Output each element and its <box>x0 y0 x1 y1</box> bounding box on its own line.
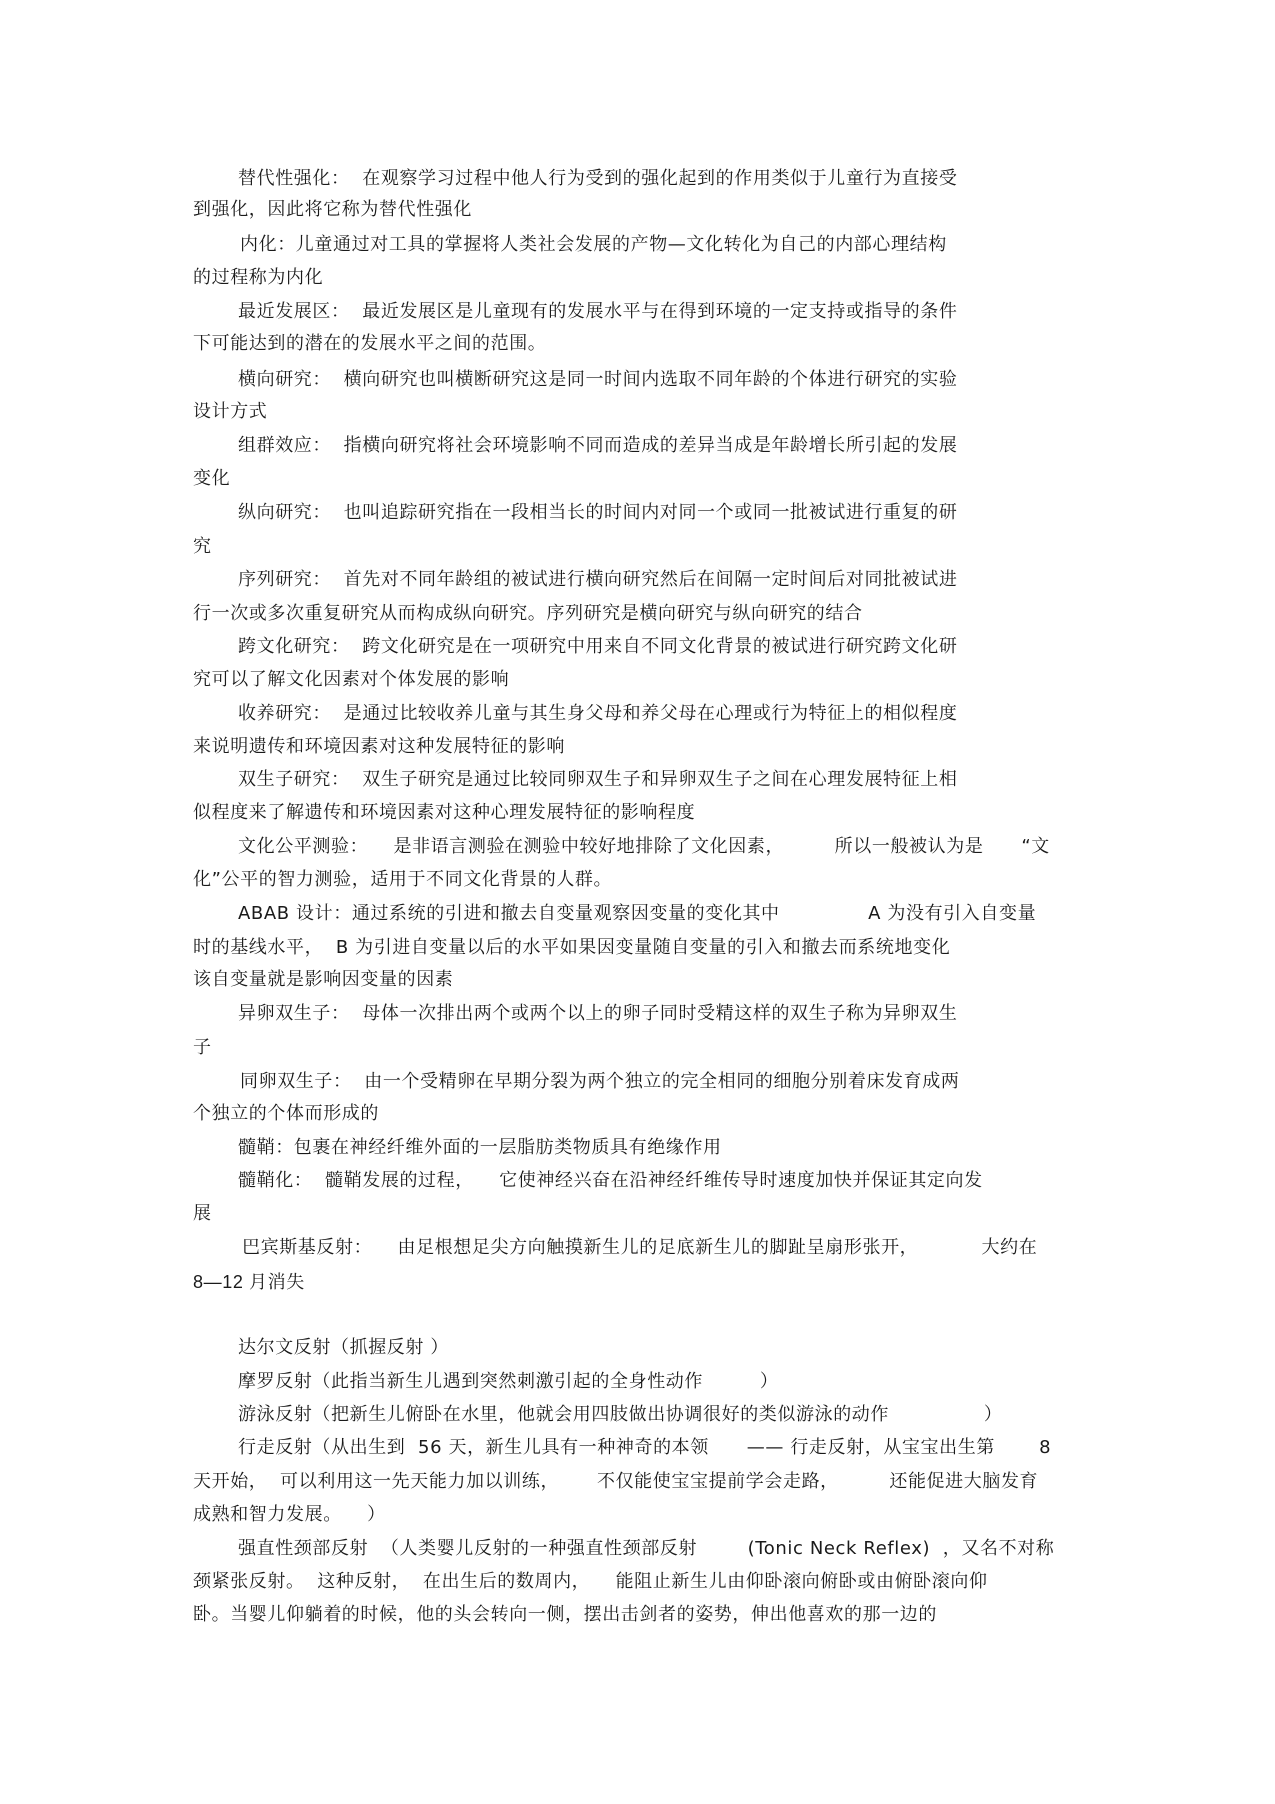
text-line: 似程度来了解遗传和环境因素对这种心理发展特征的影响程度 <box>193 802 696 823</box>
text-line: 究可以了解文化因素对个体发展的影响 <box>193 669 510 690</box>
text-line: 子 <box>193 1037 212 1058</box>
text-line: 游泳反射（把新生儿俯卧在水里，他就会用四肢做出协调很好的类似游泳的动作 ） <box>238 1404 1003 1425</box>
text-line: 强直性颈部反射 （人类婴儿反射的一种强直性颈部反射 (Tonic Neck Reflex) ，又名不对称 <box>238 1538 1055 1559</box>
text-line: 设计方式 <box>193 401 268 422</box>
text-line: 同卵双生子： 由一个受精卵在早期分裂为两个独立的完全相同的细胞分别着床发育成两 <box>240 1071 960 1092</box>
text-line: 最近发展区： 最近发展区是儿童现有的发展水平与在得到环境的一定支持或指导的条件 <box>238 301 958 322</box>
text-line: 内化：儿童通过对工具的掌握将人类社会发展的产物—文化转化为自己的内部心理结构 <box>240 234 947 255</box>
text-line: 巴宾斯基反射： 由足根想足尖方向触摸新生儿的足底新生儿的脚趾呈扇形张开， 大约在 <box>242 1237 1038 1258</box>
text-line: 颈紧张反射。 这种反射， 在出生后的数周内， 能阻止新生儿由仰卧滚向俯卧或由俯卧滚向仰 <box>193 1571 988 1592</box>
text-line: 横向研究： 横向研究也叫横断研究这是同一时间内选取不同年龄的个体进行研究的实验 <box>238 369 958 390</box>
text-line: 跨文化研究： 跨文化研究是在一项研究中用来自不同文化背景的被试进行研究跨文化研 <box>238 636 958 657</box>
text-line: 时的基线水平， B 为引进自变量以后的水平如果因变量随自变量的引入和撤去而系统地变化 <box>193 937 951 958</box>
text-line: 收养研究： 是通过比较收养儿童与其生身父母和养父母在心理或行为特征上的相似程度 <box>238 703 958 724</box>
text-line: 序列研究： 首先对不同年龄组的被试进行横向研究然后在间隔一定时间后对同批被试进 <box>238 569 958 590</box>
text-line: 变化 <box>193 468 231 489</box>
text-line: 文化公平测验： 是非语言测验在测验中较好地排除了文化因素， 所以一般被认为是 “文 <box>238 836 1050 857</box>
text-line: 成熟和智力发展。 ） <box>193 1504 386 1525</box>
text-line: 化”公平的智力测验，适用于不同文化背景的人群。 <box>193 869 613 890</box>
text-line: 该自变量就是影响因变量的因素 <box>193 969 454 990</box>
text-line: 展 <box>193 1203 212 1224</box>
text-line: 异卵双生子： 母体一次排出两个或两个以上的卵子同时受精这样的双生子称为异卵双生 <box>238 1003 958 1024</box>
text-line: 卧。当婴儿仰躺着的时候，他的头会转向一侧，摆出击剑者的姿势，伸出他喜欢的那一边的 <box>193 1604 937 1625</box>
text-line: 到强化，因此将它称为替代性强化 <box>193 199 472 220</box>
text-line: 来说明遗传和环境因素对这种发展特征的影响 <box>193 736 565 757</box>
text-line: 下可能达到的潜在的发展水平之间的范围。 <box>193 333 547 354</box>
text-line: 行走反射（从出生到 56 天，新生儿具有一种神奇的本领 —— 行走反射，从宝宝出生第 8 <box>238 1437 1052 1458</box>
text-line: 双生子研究： 双生子研究是通过比较同卵双生子和异卵双生子之间在心理发展特征上相 <box>238 769 958 790</box>
text-line: 究 <box>193 536 212 557</box>
text-line: 行一次或多次重复研究从而构成纵向研究。序列研究是横向研究与纵向研究的结合 <box>193 603 863 624</box>
text-line: ABAB 设计：通过系统的引进和撤去自变量观察因变量的变化其中 A 为没有引入自变量 <box>238 903 1037 924</box>
text-line: 摩罗反射（此指当新生儿遇到突然刺激引起的全身性动作 ） <box>238 1371 779 1392</box>
text-line: 髓鞘化： 髓鞘发展的过程， 它使神经兴奋在沿神经纤维传导时速度加快并保证其定向发 <box>238 1170 983 1191</box>
text-line: 达尔文反射（抓握反射 ） <box>238 1337 449 1358</box>
text-line: 天开始， 可以利用这一先天能力加以训练， 不仅能使宝宝提前学会走路， 还能促进大脑发育 <box>193 1471 1039 1492</box>
text-line: 替代性强化： 在观察学习过程中他人行为受到的强化起到的作用类似于儿童行为直接受 <box>238 168 958 189</box>
text-line: 组群效应： 指横向研究将社会环境影响不同而造成的差异当成是年龄增长所引起的发展 <box>238 435 958 456</box>
text-line: 髓鞘：包裹在神经纤维外面的一层脂肪类物质具有绝缘作用 <box>238 1137 722 1158</box>
text-line: 8—12 月消失 <box>193 1272 305 1292</box>
text-line: 的过程称为内化 <box>193 267 324 288</box>
text-line: 个独立的个体而形成的 <box>193 1103 379 1124</box>
text-line: 纵向研究： 也叫追踪研究指在一段相当长的时间内对同一个或同一批被试进行重复的研 <box>238 502 958 523</box>
